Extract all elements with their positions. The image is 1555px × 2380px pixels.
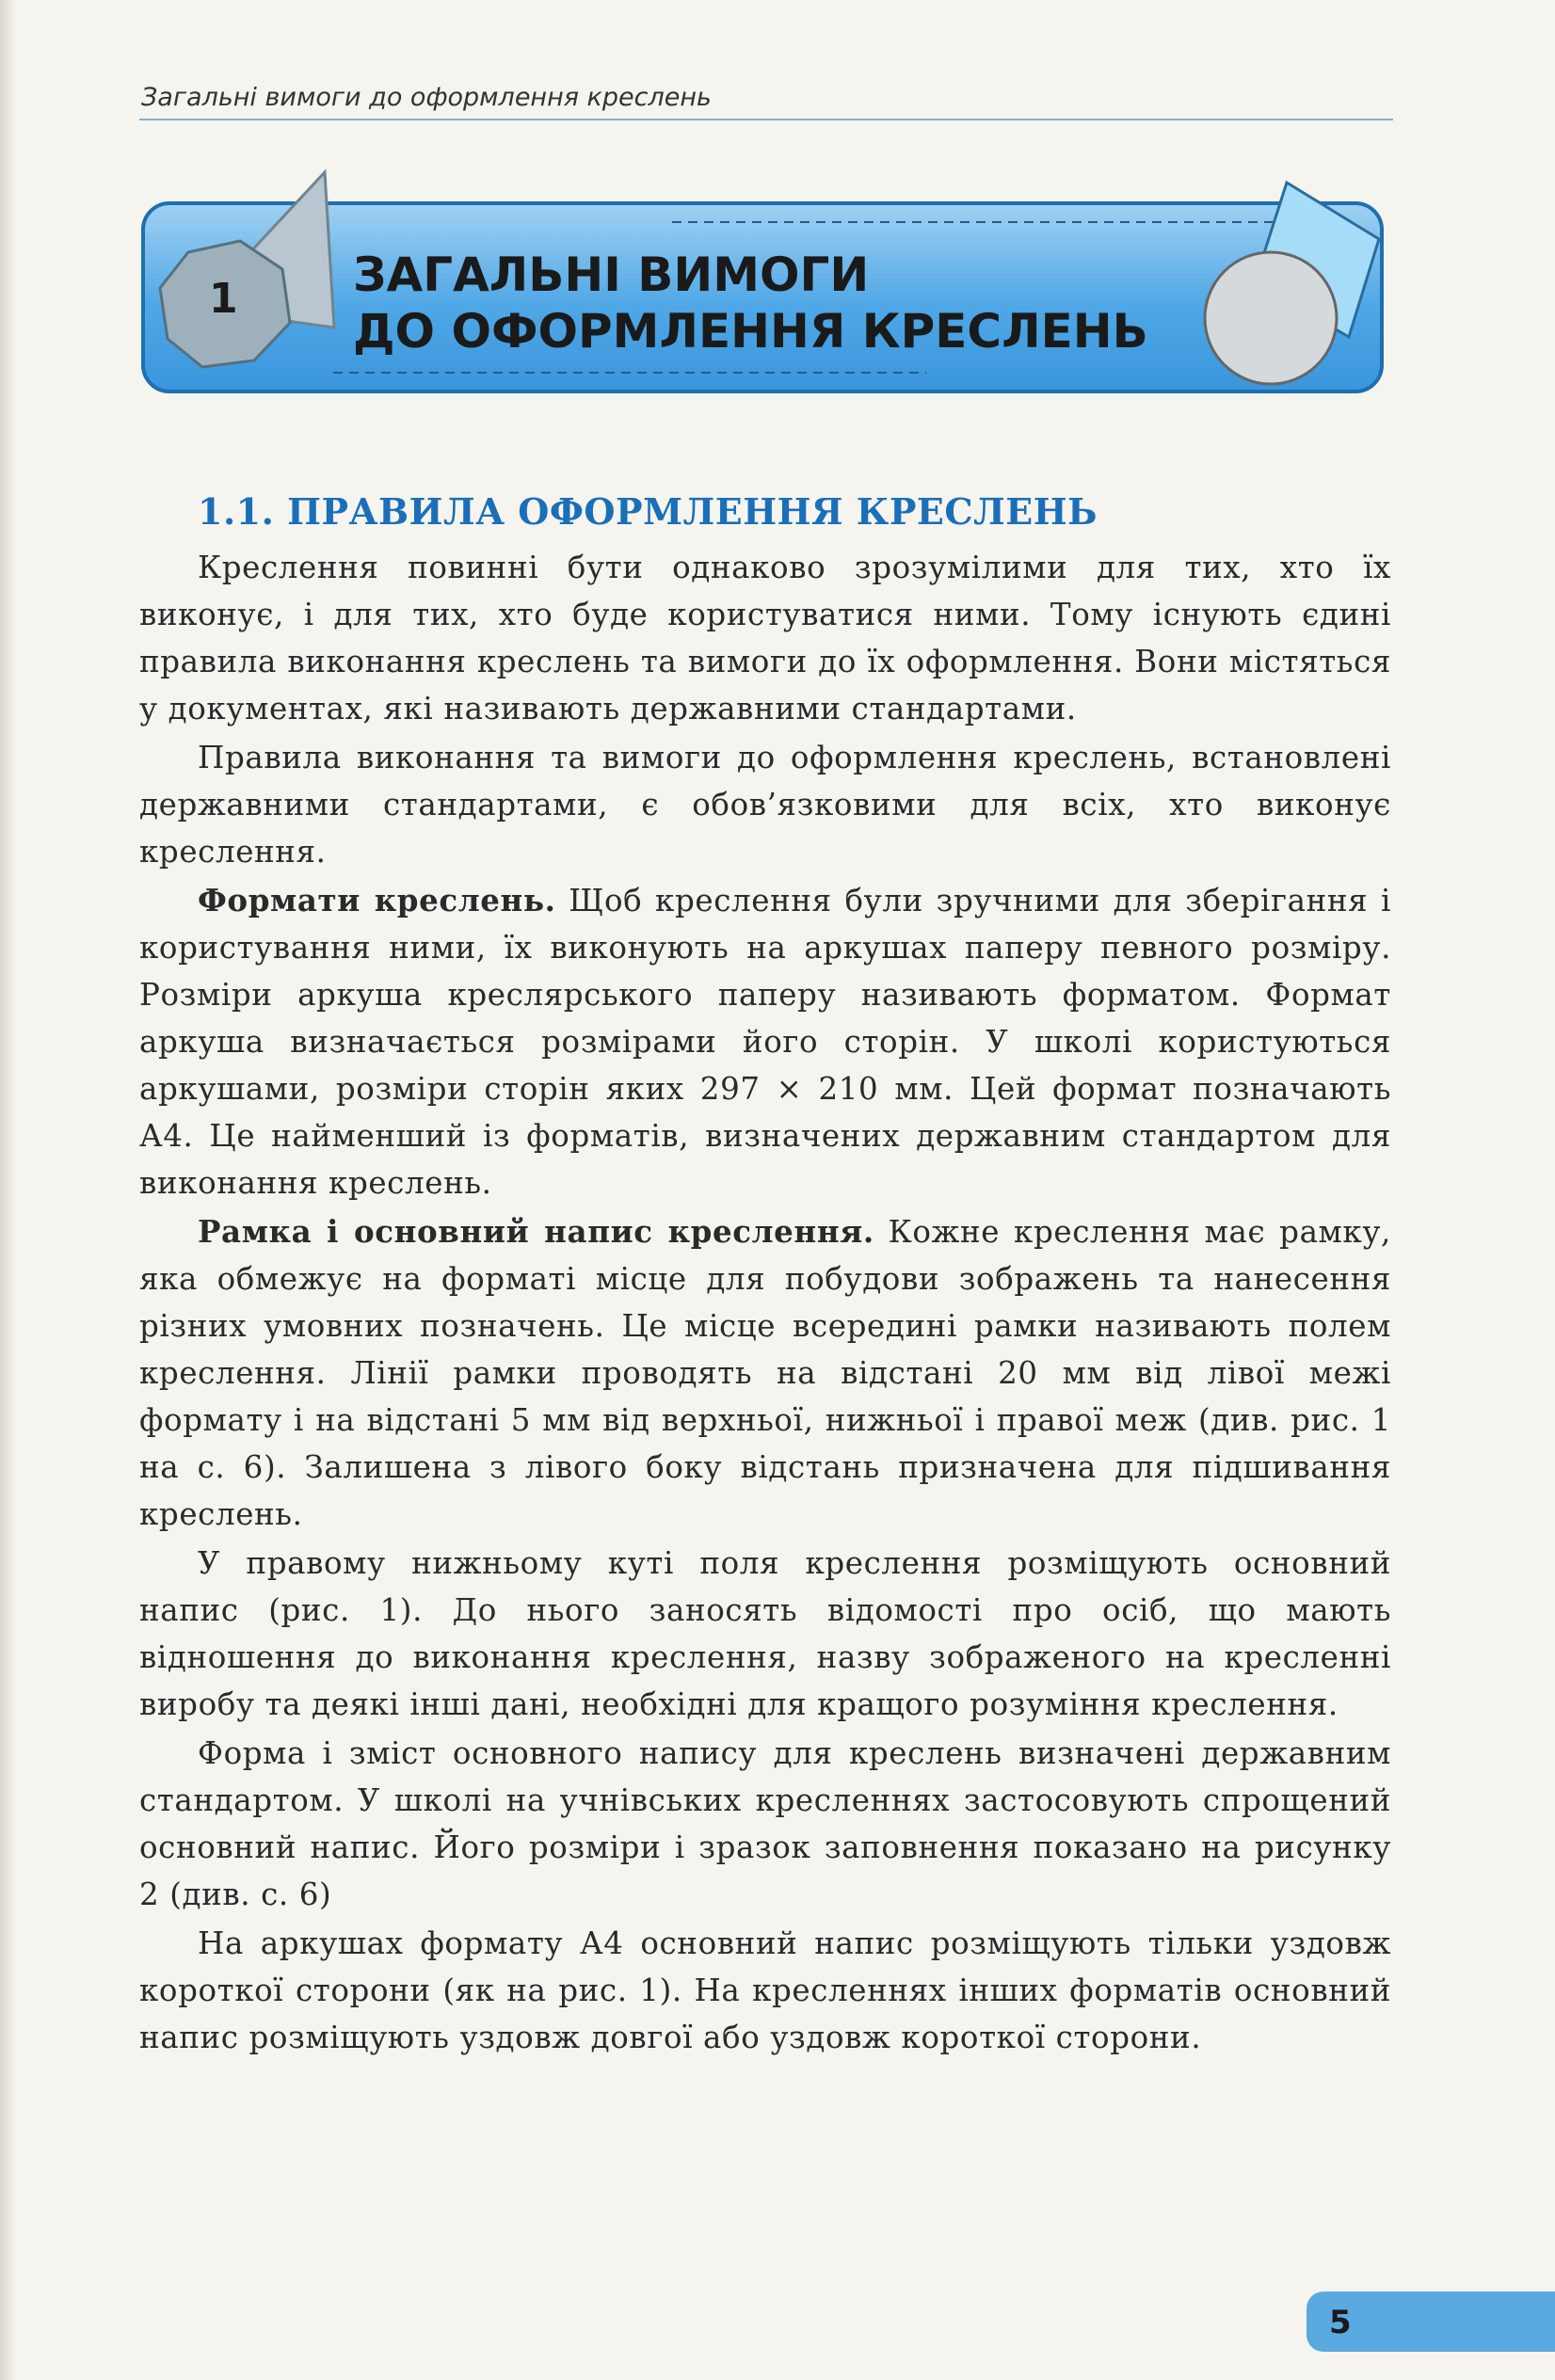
paragraph-text: На аркушах формату А4 основний напис розміщують тільки уздовж короткої сторони (як на рис. 1). На кресленнях інших форматів основний напис розміщують уздовж довгої або уздовж короткої сторони. <box>139 1925 1391 2055</box>
paragraph <box>139 544 1391 732</box>
paragraph-text: Щоб креслення були зручними для зберігання і користування ними, їх виконують на аркушах паперу певного розміру. Розміри аркуша креслярського паперу називають форматом. Формат аркуша визначається розмірами його сторін. У школі користуються аркушами, розміри сторін яких 297 × 210 мм. Цей формат позначають А4. Це найменший із форматів, визначених державним стандартом для виконання креслень. <box>139 883 1391 1201</box>
page-binding-edge <box>0 0 17 2380</box>
paragraph-text: Форма і зміст основного напису для креслень визначені державним стандартом. У школі на учнівських кресленнях застосовують спрощений основний напис. Його розміри і зразок заповнення показано на рисунку 2 (див. с. 6) <box>139 1735 1391 1912</box>
paragraph <box>139 877 1391 1206</box>
cube-sphere-icon <box>1181 177 1398 393</box>
chapter-title-line2: ДО ОФОРМЛЕННЯ КРЕСЛЕНЬ <box>353 304 1148 359</box>
paragraph-text: Кожне креслення має рамку, яка обмежує на форматі місце для побудови зображень та нанесення різних умовних позначень. Це місце всередині рамки називають полем креслення. Лінії рамки проводять на відстані 20 мм від лівої межі формату і на відстані 5 мм від верхньої, нижньої і правої меж (див. рис. 1 на с. 6). Залишена з лівого боку відстань призначена для підшивання креслень. <box>139 1214 1391 1532</box>
header-rule <box>139 119 1393 120</box>
chapter-number: 1 <box>209 275 238 323</box>
triangle-octagon-icon <box>132 168 377 412</box>
chapter-title-line1: ЗАГАЛЬНІ ВИМОГИ <box>353 248 870 302</box>
section-heading: 1.1. ПРАВИЛА ОФОРМЛЕННЯ КРЕСЛЕНЬ <box>198 490 1098 533</box>
paragraph-lead: Рамка і основний напис креслення. <box>198 1213 874 1250</box>
paragraph <box>139 1920 1391 2061</box>
paragraph <box>139 1540 1391 1728</box>
paragraph-lead: Формати креслень. <box>198 882 556 918</box>
paragraph <box>139 1730 1391 1918</box>
chapter-title <box>353 247 1148 359</box>
paragraph <box>139 734 1391 875</box>
body-text <box>139 544 1391 2063</box>
page-number: 5 <box>1329 2304 1352 2341</box>
running-head: Загальні вимоги до оформлення креслень <box>141 83 712 112</box>
paragraph-text: У правому нижньому куті поля креслення розміщують основний напис (рис. 1). До нього заносять відомості про осіб, що мають відношення до виконання креслення, назву зображеного на кресленні виробу та деякі інші дані, необхідні для кращого розуміння креслення. <box>139 1545 1391 1722</box>
paragraph <box>139 1208 1391 1538</box>
paragraph-text: Правила виконання та вимоги до оформлення креслень, встановлені державними стандартами, є обов’язковими для всіх, хто виконує креслення. <box>139 740 1391 870</box>
paragraph-text: Креслення повинні бути однаково зрозумілими для тих, хто їх виконує, і для тих, хто буде користуватися ними. Тому існують єдині правила виконання креслень та вимоги до їх оформлення. Вони містяться у документах, які називають державними стандартами. <box>139 550 1391 727</box>
